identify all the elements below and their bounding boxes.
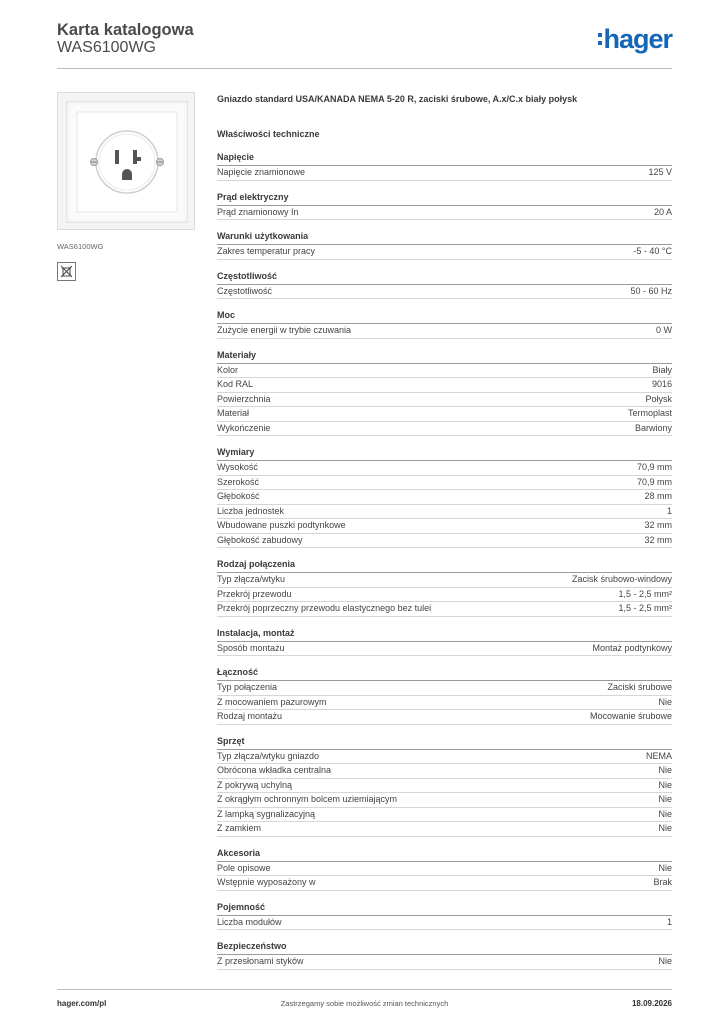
spec-label: Kod RAL (217, 379, 254, 389)
spec-label: Przekrój przewodu (217, 588, 292, 599)
spec-value: 1,5 - 2,5 mm² (618, 588, 672, 599)
spec-row (217, 407, 672, 422)
spec-value: Mocowanie śrubowe (589, 711, 672, 721)
spec-group-title: Napięcie (217, 151, 672, 166)
spec-group (217, 191, 672, 221)
spec-label: Szerokość (217, 476, 260, 487)
spec-row (217, 793, 672, 808)
spec-value: NEMA (645, 750, 672, 761)
spec-group-title: Warunki użytkowania (217, 230, 672, 245)
spec-group (217, 735, 672, 837)
spec-label: Prąd znamionowy In (217, 206, 299, 217)
spec-row (217, 364, 672, 379)
spec-value: Nie (658, 779, 672, 790)
spec-label: Przekrój poprzeczny przewodu elastycznego bez tulei (217, 603, 432, 613)
spec-group-title: Wymiary (217, 446, 672, 461)
spec-value: 70,9 mm (636, 462, 672, 472)
spec-value: Biały (652, 364, 672, 375)
spec-row (217, 862, 672, 877)
spec-value: Nie (658, 956, 672, 966)
spec-row (217, 378, 672, 393)
spec-label: Zużycie energii w trybie czuwania (217, 325, 352, 335)
product-description: Gniazdo standard USA/KANADA NEMA 5-20 R, zaciski śrubowe, A.x/C.x biały połysk (217, 94, 578, 104)
spec-row (217, 808, 672, 823)
spec-label: Z pokrywą uchylną (217, 779, 293, 790)
spec-group-title: Rodzaj połączenia (217, 558, 672, 573)
spec-label: Rodzaj montażu (217, 711, 283, 721)
spec-label: Z okrągłym ochronnym bolcem uziemiającym (217, 794, 398, 804)
spec-value: Nie (658, 823, 672, 833)
spec-group-title: Częstotliwość (217, 270, 672, 285)
spec-value: Połysk (645, 393, 672, 404)
spec-label: Wstępnie wyposażony w (217, 877, 316, 887)
spec-row (217, 602, 672, 617)
spec-label: Typ połączenia (217, 682, 278, 692)
spec-label: Obrócona wkładka centralna (217, 765, 332, 775)
spec-label: Zakres temperatur pracy (217, 246, 316, 256)
spec-group (217, 558, 672, 617)
spec-row (217, 422, 672, 437)
spec-row (217, 588, 672, 603)
spec-group-title: Prąd elektryczny (217, 191, 672, 206)
spec-row (217, 642, 672, 657)
spec-value: 20 A (653, 206, 672, 217)
spec-group-title: Bezpieczeństwo (217, 940, 672, 955)
spec-group-title: Sprzęt (217, 735, 672, 750)
page-title: Karta katalogowa (57, 21, 194, 39)
socket-illustration (67, 102, 187, 222)
spec-value: Brak (653, 877, 672, 887)
spec-group (217, 940, 672, 970)
spec-value: 50 - 60 Hz (630, 285, 672, 296)
spec-row (217, 822, 672, 837)
spec-row (217, 764, 672, 779)
spec-row (217, 876, 672, 891)
spec-row (217, 393, 672, 408)
spec-row (217, 779, 672, 794)
spec-row (217, 573, 672, 588)
spec-label: Wbudowane puszki podtynkowe (217, 520, 346, 530)
spec-group (217, 847, 672, 891)
spec-label: Typ złącza/wtyku gniazdo (217, 750, 320, 761)
spec-value: Zacisk śrubowo-windowy (571, 574, 672, 584)
technical-properties-heading: Właściwości techniczne (217, 129, 320, 139)
product-image-label: WAS6100WG (57, 242, 104, 251)
spec-label: Z mocowaniem pazurowym (217, 696, 327, 707)
spec-value: 70,9 mm (636, 476, 672, 487)
spec-label: Z zamkiem (217, 823, 262, 833)
page-header (57, 18, 672, 69)
spec-group (217, 446, 672, 548)
socket-plate (66, 101, 188, 223)
spec-group (217, 270, 672, 300)
spec-row (217, 681, 672, 696)
spec-label: Głębokość (217, 491, 260, 501)
spec-row (217, 476, 672, 491)
spec-group (217, 349, 672, 437)
spec-label: Liczba modułów (217, 916, 282, 927)
page-footer (57, 989, 672, 1014)
product-image-panel (57, 92, 197, 281)
hager-logo (598, 24, 672, 54)
product-code: WAS6100WG (57, 39, 156, 56)
logo-dots-icon (598, 24, 602, 49)
spec-label: Typ złącza/wtyku (217, 574, 286, 584)
spec-value: 28 mm (644, 491, 672, 501)
spec-group-title: Materiały (217, 349, 672, 364)
spec-label: Z lampką sygnalizacyjną (217, 808, 316, 819)
spec-value: 9016 (651, 379, 672, 389)
spec-group-title: Łączność (217, 666, 672, 681)
spec-group-title: Pojemność (217, 901, 672, 916)
spec-group-title: Moc (217, 309, 672, 324)
spec-row (217, 206, 672, 221)
spec-row (217, 916, 672, 931)
spec-row (217, 750, 672, 765)
spec-label: Częstotliwość (217, 285, 273, 296)
spec-value: 125 V (648, 167, 672, 177)
spec-label: Powierzchnia (217, 393, 271, 404)
spec-value: Nie (658, 808, 672, 819)
spec-label: Napięcie znamionowe (217, 167, 306, 177)
spec-row (217, 534, 672, 549)
footer-date: 18.09.2026 (631, 999, 672, 1008)
spec-row (217, 710, 672, 725)
spec-row (217, 519, 672, 534)
spec-group-title: Akcesoria (217, 847, 672, 862)
spec-label: Wysokość (217, 462, 258, 472)
spec-value: Nie (658, 696, 672, 707)
spec-group (217, 901, 672, 931)
spec-label: Liczba jednostek (217, 505, 285, 516)
spec-label: Kolor (217, 364, 239, 375)
spec-value: 1,5 - 2,5 mm² (618, 603, 672, 613)
footer-disclaimer: Zastrzegamy sobie możliwość zmian technicznych (280, 999, 449, 1008)
footer-website[interactable]: hager.com/pl (57, 999, 107, 1008)
spec-row (217, 245, 672, 260)
spec-group-title: Instalacja, montaż (217, 627, 672, 642)
spec-label: Pole opisowe (217, 862, 271, 873)
spec-label: Sposób montażu (217, 642, 285, 653)
spec-row (217, 955, 672, 970)
spec-label: Wykończenie (217, 422, 271, 433)
spec-label: Głębokość zabudowy (217, 534, 303, 545)
spec-value: 32 mm (644, 520, 672, 530)
spec-label: Z przesłonami styków (217, 956, 304, 966)
spec-value: -5 - 40 °C (633, 246, 672, 256)
spec-groups (217, 151, 672, 970)
spec-group (217, 309, 672, 339)
spec-group (217, 230, 672, 260)
spec-value: Nie (658, 794, 672, 804)
spec-value: Montaż podtynkowy (592, 642, 672, 653)
product-image (57, 92, 195, 230)
spec-group (217, 151, 672, 181)
spec-value: 1 (666, 916, 672, 927)
disposal-icon (57, 262, 76, 281)
spec-value: 1 (666, 505, 672, 516)
spec-value: Nie (658, 765, 672, 775)
spec-value: 32 mm (644, 534, 672, 545)
spec-group (217, 627, 672, 657)
spec-value: Zaciski śrubowe (607, 682, 672, 692)
spec-row (217, 166, 672, 181)
spec-row (217, 285, 672, 300)
spec-panel (217, 92, 672, 970)
logo-text: hager (603, 24, 672, 54)
spec-row (217, 324, 672, 339)
spec-value: Termoplast (627, 408, 672, 418)
spec-row (217, 461, 672, 476)
spec-value: Barwiony (634, 422, 672, 433)
spec-row (217, 490, 672, 505)
spec-group (217, 666, 672, 725)
spec-value: 0 W (655, 325, 672, 335)
spec-row (217, 505, 672, 520)
spec-row (217, 696, 672, 711)
spec-value: Nie (658, 862, 672, 873)
spec-label: Materiał (217, 408, 250, 418)
